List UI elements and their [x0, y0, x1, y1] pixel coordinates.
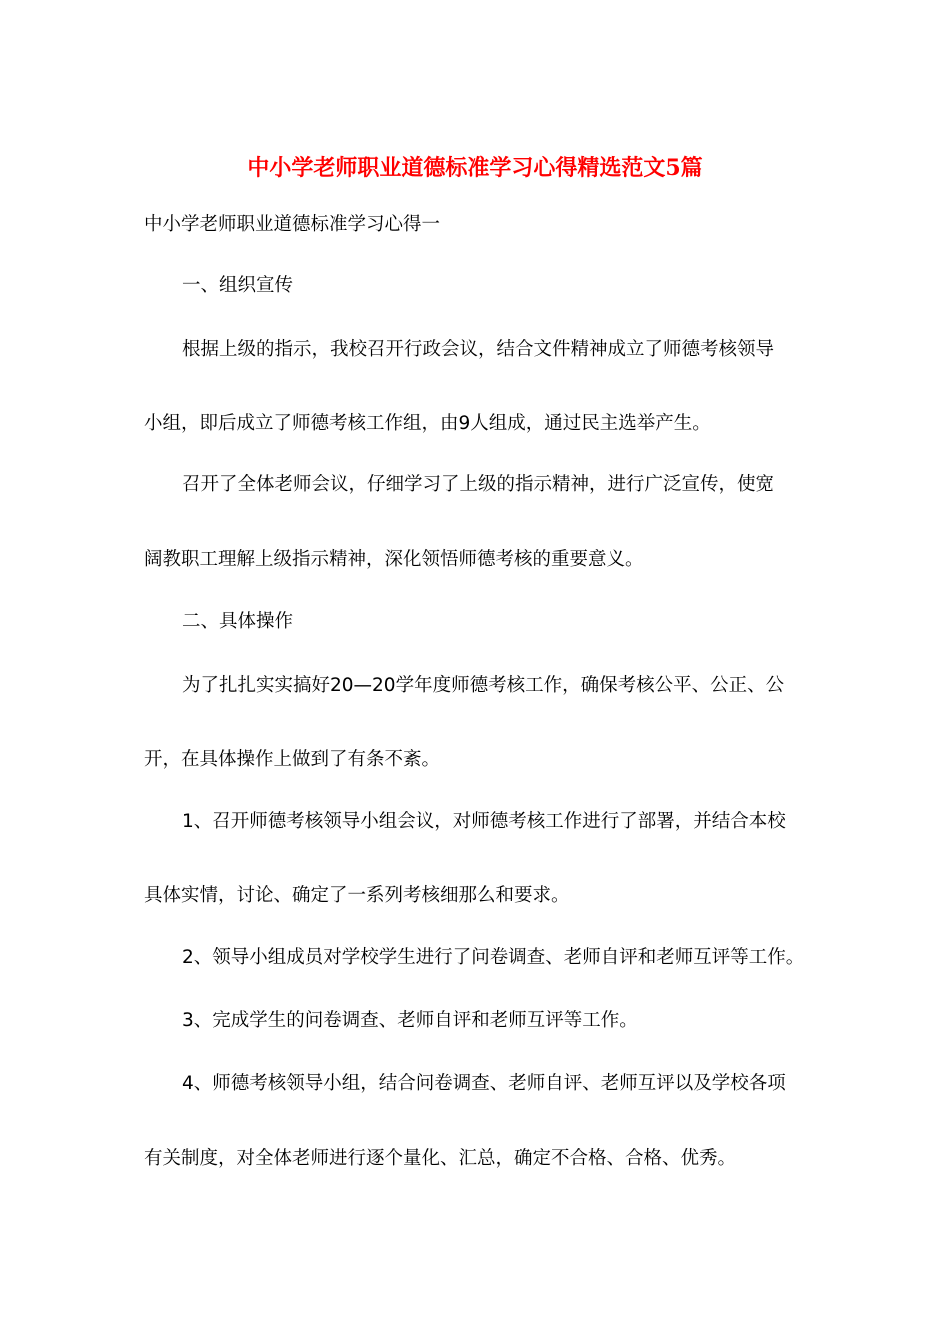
- paragraph-line: 为了扎扎实实搞好20—20学年度师德考核工作，确保考核公平、公正、公: [182, 675, 785, 696]
- list-item: 1、召开师德考核领导小组会议，对师德考核工作进行了部署，并结合本校: [182, 811, 786, 832]
- paragraph-line: 阔教职工理解上级指示精神，深化领悟师德考核的重要意义。: [144, 549, 644, 570]
- paragraph-line: 根据上级的指示，我校召开行政会议，结合文件精神成立了师德考核领导: [182, 339, 775, 360]
- list-item-continuation: 具体实情，讨论、确定了一系列考核细那么和要求。: [144, 885, 570, 906]
- document-subtitle: 中小学老师职业道德标准学习心得一: [144, 214, 441, 235]
- list-item-continuation: 有关制度，对全体老师进行逐个量化、汇总，确定不合格、合格、优秀。: [144, 1148, 737, 1169]
- paragraph-line: 召开了全体老师会议，仔细学习了上级的指示精神，进行广泛宣传，使宽: [182, 474, 775, 495]
- paragraph-line: 开，在具体操作上做到了有条不紊。: [144, 749, 441, 770]
- document-title: 中小学老师职业道德标准学习心得精选范文5篇: [247, 155, 703, 181]
- list-item: 4、师德考核领导小组，结合问卷调查、老师自评、老师互评以及学校各项: [182, 1073, 786, 1094]
- paragraph-line: 小组，即后成立了师德考核工作组，由9人组成，通过民主选举产生。: [144, 413, 711, 434]
- list-item: 2、领导小组成员对学校学生进行了问卷调查、老师自评和老师互评等工作。: [182, 947, 805, 968]
- section-heading-operation: 二、具体操作: [182, 611, 294, 632]
- list-item: 3、完成学生的问卷调查、老师自评和老师互评等工作。: [182, 1010, 638, 1031]
- section-heading-organize: 一、组织宣传: [182, 275, 294, 296]
